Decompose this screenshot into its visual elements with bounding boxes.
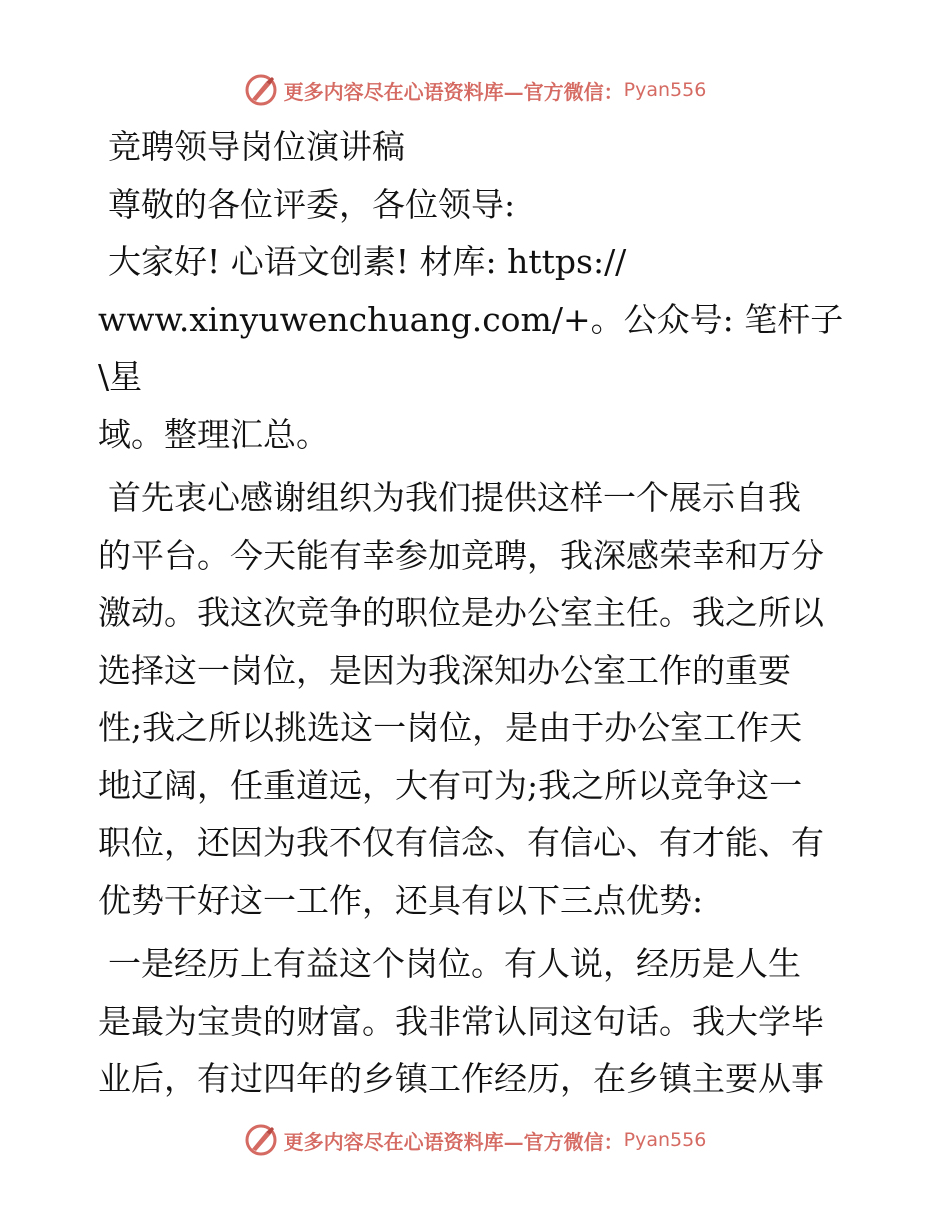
paragraph-greeting — [98, 233, 858, 463]
paragraph-line: www.xinyuwenchuang.com/+。公众号: 笔杆子\星 — [98, 299, 844, 396]
header-watermark — [0, 70, 950, 110]
paragraph-line: 选择这一岗位，是因为我深知办公室工作的重要 — [98, 650, 791, 690]
paragraph-line: 职位，还因为我不仅有信念、有信心、有才能、有 — [98, 823, 824, 862]
paragraph-line: 一是经历上有益这个岗位。有人说，经历是人生 — [108, 944, 801, 983]
watermark-text: 更多内容尽在心语资料库—官方微信： — [283, 79, 624, 104]
paragraph-line: 大家好! 心语文创素! 材库: https:// — [108, 242, 627, 281]
watermark-wechat-id: Pyan556 — [623, 1129, 707, 1151]
paragraph-line: 性;我之所以挑选这一岗位，是由于办公室工作天 — [98, 708, 803, 747]
paragraph-line: 的平台。今天能有幸参加竞聘，我深感荣幸和万分 — [98, 535, 824, 575]
quill-pen-seal-icon — [244, 73, 278, 107]
watermark-wechat-id: Pyan556 — [623, 79, 707, 101]
footer-watermark — [0, 1120, 950, 1160]
document-body — [98, 118, 858, 1108]
paragraph-line: 首先衷心感谢组织为我们提供这样一个展示自我 — [108, 478, 801, 517]
salutation: 尊敬的各位评委，各位领导: — [108, 184, 516, 224]
quill-pen-seal-icon — [244, 1123, 278, 1157]
document-title: 竞聘领导岗位演讲稿 — [108, 127, 405, 166]
paragraph-line: 域。整理汇总。 — [98, 414, 329, 454]
paragraph-line: 业后，有过四年的乡镇工作经历，在乡镇主要从事 — [98, 1059, 824, 1098]
paragraph-introduction — [98, 469, 858, 929]
paragraph-experience — [98, 935, 858, 1108]
paragraph-line: 激动。我这次竞争的职位是办公室主任。我之所以 — [98, 593, 824, 632]
watermark-text: 更多内容尽在心语资料库—官方微信： — [283, 1129, 624, 1154]
paragraph-line: 地辽阔，任重道远，大有可为;我之所以竞争这一 — [98, 765, 803, 805]
paragraph-line: 是最为宝贵的财富。我非常认同这句话。我大学毕 — [98, 1001, 824, 1041]
paragraph-line: 优势干好这一工作，还具有以下三点优势: — [98, 880, 704, 920]
